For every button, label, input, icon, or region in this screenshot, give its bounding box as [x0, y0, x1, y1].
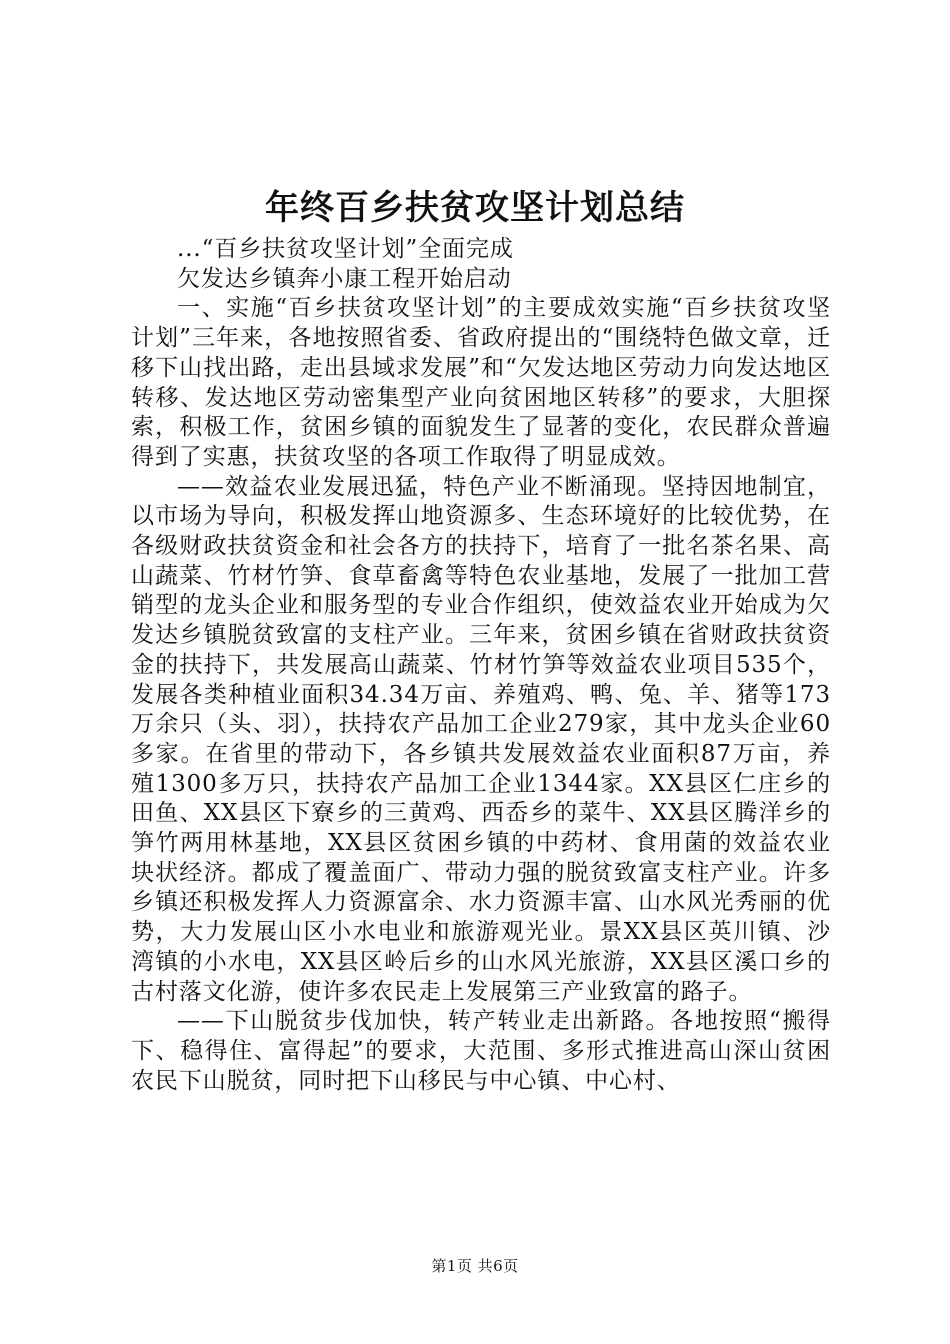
document-body — [131, 235, 831, 1096]
document-title: 年终百乡扶贫攻坚计划总结 — [265, 188, 685, 228]
paragraph-main-results: 一、实施“百乡扶贫攻坚计划”的主要成效实施“百乡扶贫攻坚计划”三年来，各地按照省委、省政府提出的“围绕特色做文章，迁移下山找出路，走出县域求发展”和“欠发达地区劳动力向发达地区转移、发达地区劳动密集型产业向贫困地区转移”的要求，大胆探索，积极工作，贫困乡镇的面貌发生了显著的变化，农民群众普遍得到了实惠，扶贫攻坚的各项工作取得了明显成效。 — [131, 295, 831, 470]
paragraph-subtitle-2: 欠发达乡镇奔小康工程开始启动 — [177, 265, 512, 292]
paragraph-subtitle-1: ...“百乡扶贫攻坚计划”全面完成 — [177, 236, 514, 262]
page-number-footer: 第1页 共6页 — [431, 1257, 519, 1275]
paragraph-relocation: ——下山脱贫步伐加快，转产转业走出新路。各地按照“搬得下、稳得住、富得起”的要求，大范围、多形式推进高山深山贫困农民下山脱贫，同时把下山移民与中心镇、中心村、 — [131, 1008, 831, 1094]
paragraph-efficient-agriculture: ——效益农业发展迅猛，特色产业不断涌现。坚持因地制宜，以市场为导向，积极发挥山地资源多、生态环境好的比较优势，在各级财政扶贫资金和社会各方的扶持下，培育了一批名茶名果、高山蔬菜、竹材竹笋、食草畜禽等特色农业基地，发展了一批加工营销型的龙头企业和服务型的专业合作组织，使效益农业开始成为欠发达乡镇脱贫致富的支柱产业。三年来，贫困乡镇在省财政扶贫资金的扶持下，共发展高山蔬菜、竹材竹笋等效益农业项目535个，发展各类种植业面积34.34万亩、养殖鸡、鸭、兔、羊、猪等173万余只（头、羽），扶持农产品加工企业279家，其中龙头企业60多家。在省里的带动下，各乡镇共发展效益农业面积87万亩，养殖1300多万只，扶持农产品加工企业1344家。XX县区仁庄乡的田鱼、XX县区下寮乡的三黄鸡、西岙乡的菜牛、XX县区腾洋乡的笋竹两用林基地，XX县区贫困乡镇的中药材、食用菌的效益农业块状经济。都成了覆盖面广、带动力强的脱贫致富支柱产业。许多乡镇还积极发挥人力资源富余、水力资源丰富、山水风光秀丽的优势，大力发展山区小水电业和旅游观光业。景XX县区英川镇、沙湾镇的小水电，XX县区岭后乡的山水风光旅游，XX县区溪口乡的古村落文化游，使许多农民走上发展第三产业致富的路子。 — [131, 473, 831, 1005]
